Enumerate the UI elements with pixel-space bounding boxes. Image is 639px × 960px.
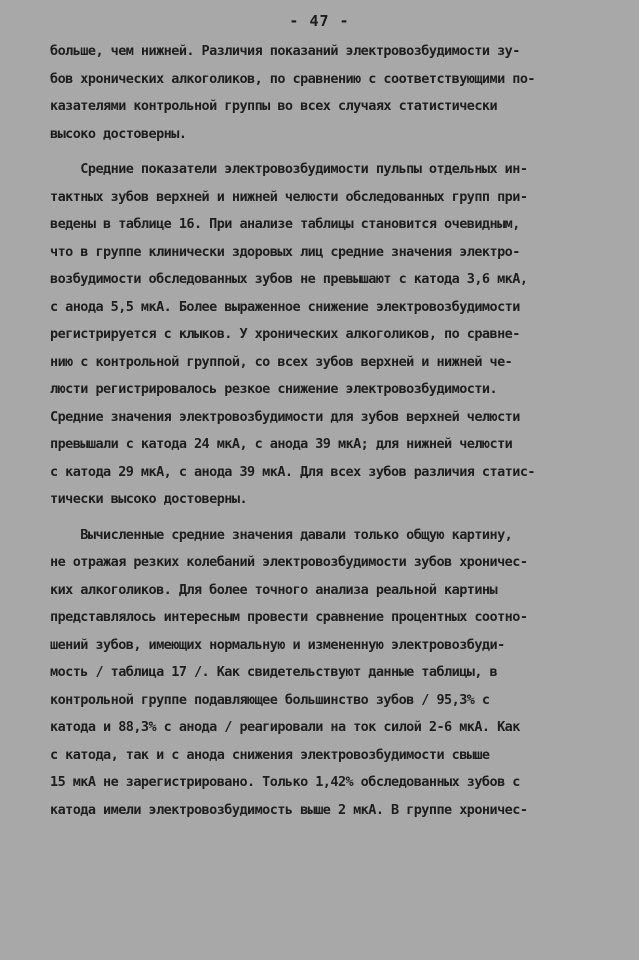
text-line: тически высоко достоверны. — [50, 491, 248, 507]
paragraph — [50, 38, 590, 148]
text-line: Вычисленные средние значения давали только общую картину, — [50, 526, 513, 543]
text-line: больше, чем нижней. Различия показаний электровозбудимости зу- — [50, 43, 520, 59]
text-line: возбудимости обследованных зубов не превышают с катода 3,6 мкА, — [50, 271, 528, 287]
text-line: представлялось интересным провести сравнение процентных соотно- — [50, 609, 528, 625]
text-line: шений зубов, имеющих нормальную и измененную электровозбуди- — [50, 636, 505, 653]
paragraph — [50, 522, 590, 825]
text-line: Средние показатели электровозбудимости пульпы отдельных ин- — [50, 161, 528, 177]
paragraph-gap — [50, 148, 590, 156]
text-line: ких алкоголиков. Для более точного анализа реальной картины — [50, 581, 498, 598]
text-line: с анода 5,5 мкА. Более выраженное снижение электровозбудимости — [50, 298, 520, 315]
text-line: что в группе клинически здоровых лиц средние значения электро- — [50, 243, 520, 260]
page-number: - 47 - — [289, 12, 350, 30]
text-line: люсти регистрировалось резкое снижение электровозбудимости. — [50, 381, 498, 397]
text-line: мость / таблица 17 /. Как свидетельствуют данные таблицы, в — [50, 664, 498, 680]
text-line: бов хронических алкоголиков, по сравнению с соответствующими по- — [50, 70, 535, 87]
text-line: высоко достоверны. — [50, 125, 187, 142]
text-line: ведены в таблице 16. При анализе таблицы становится очевидным, — [50, 216, 520, 232]
text-line: Средние значения электровозбудимости для зубов верхней челюсти — [50, 408, 520, 425]
text-line: контрольной группе подавляющее большинство зубов / 95,3% с — [50, 691, 490, 708]
text-line: с катода 29 мкА, с анода 39 мкА. Для всех зубов различия статис- — [50, 463, 535, 480]
text-line: нию с контрольной группой, со всех зубов верхней и нижней че- — [50, 353, 513, 370]
body-text — [50, 38, 590, 824]
text-line: катода и 88,3% с анода / реагировали на ток силой 2-6 мкА. Как — [50, 719, 520, 735]
text-line: с катода, так и с анода снижения электровозбудимости свыше — [50, 746, 490, 763]
text-line: тактных зубов верхней и нижней челюсти обследованных групп при- — [50, 188, 528, 205]
text-line: не отражая резких колебаний электровозбудимости зубов хроничес- — [50, 554, 528, 570]
paragraph-gap — [50, 514, 590, 522]
text-line: 15 мкА не зарегистрировано. Только 1,42% обследованных зубов с — [50, 774, 520, 790]
text-line: катода имели электровозбудимость выше 2 мкА. В группе хроничес- — [50, 801, 528, 818]
text-line: регистрируется с клыков. У хронических алкоголиков, по сравне- — [50, 326, 520, 342]
paragraph — [50, 156, 590, 514]
text-line: превышали с катода 24 мкА, с анода 39 мкА; для нижней челюсти — [50, 436, 513, 452]
text-line: казателями контрольной группы во всех случаях статистически — [50, 98, 498, 114]
